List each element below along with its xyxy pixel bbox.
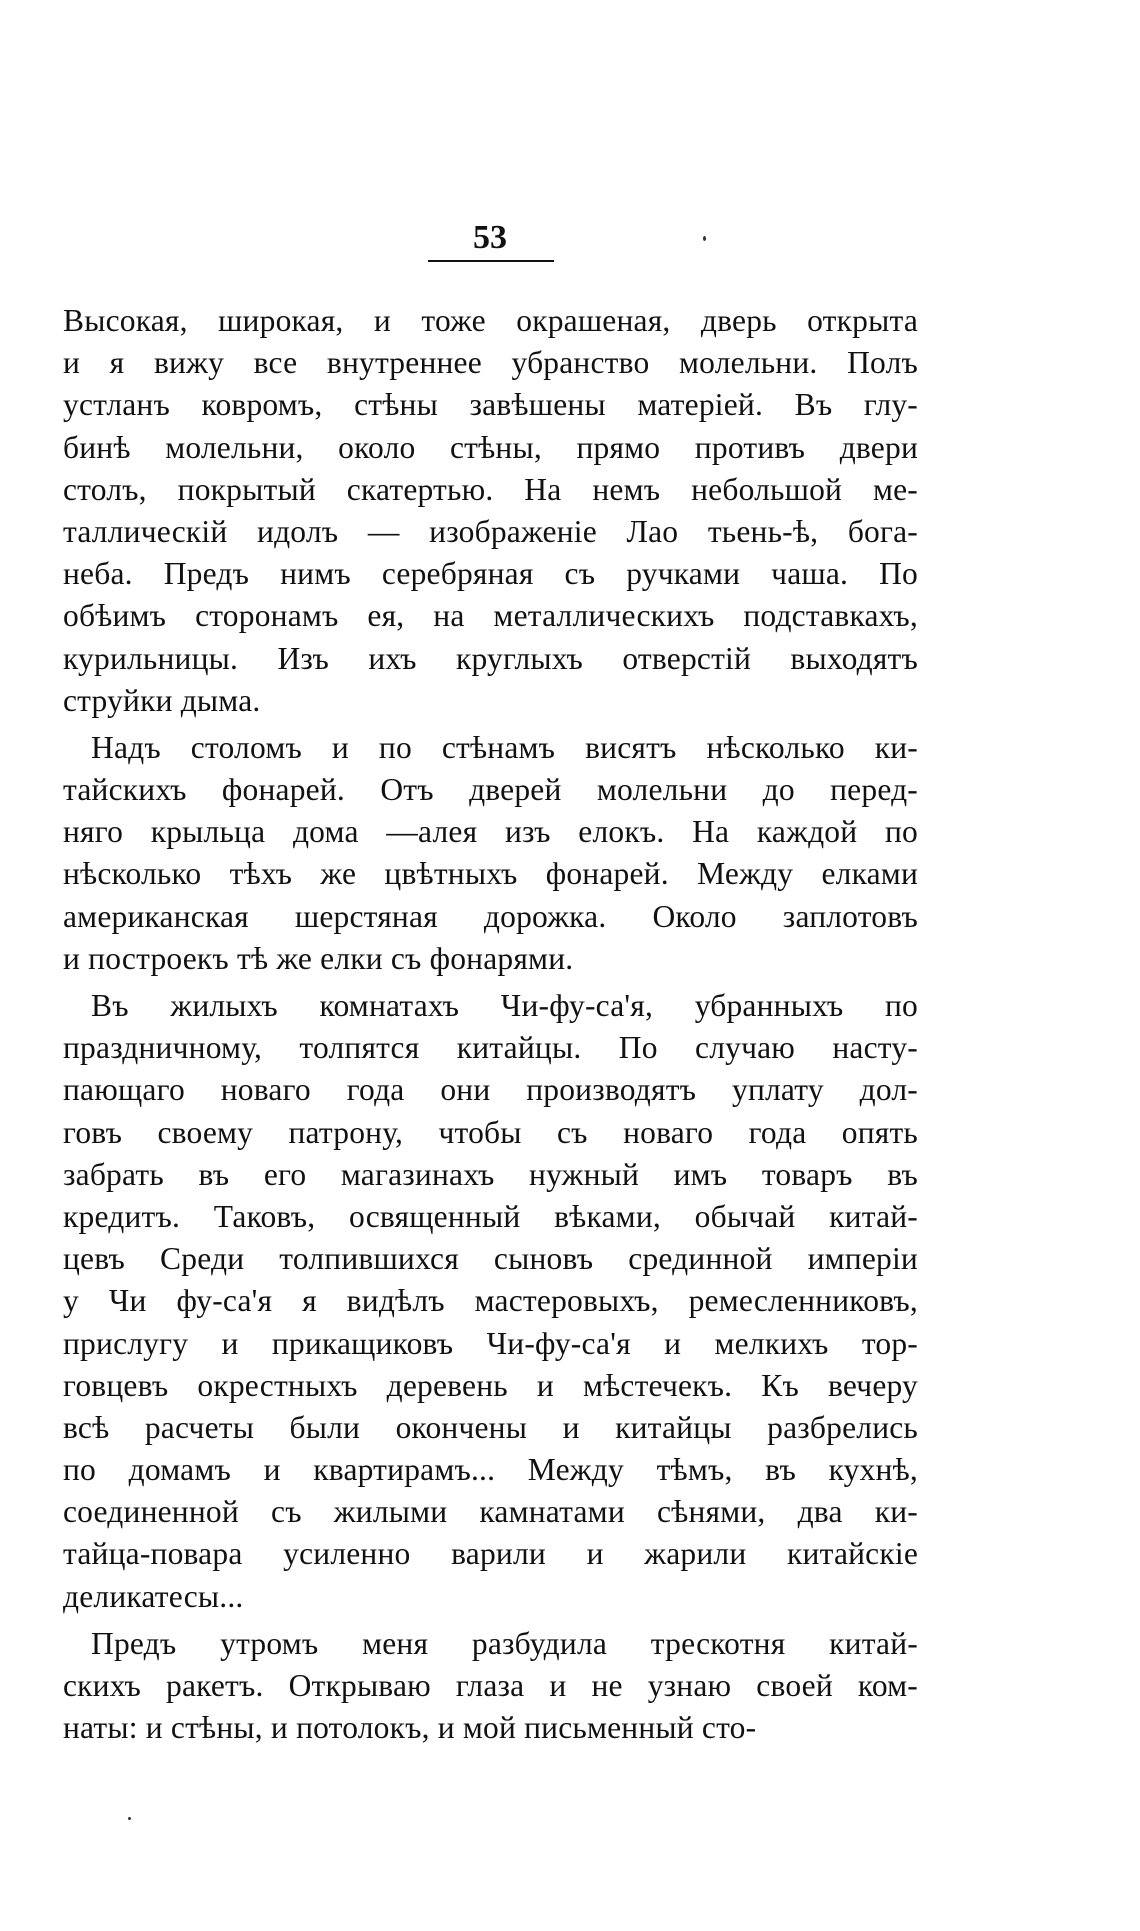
text-line: праздничному, толпятся китайцы. По случаю насту- bbox=[63, 1030, 918, 1066]
text-line: деликатесы... bbox=[63, 1578, 244, 1614]
body-text bbox=[63, 300, 918, 1749]
text-line: и построекъ тѣ же елки съ фонарями. bbox=[63, 940, 574, 976]
text-line: тайскихъ фонарей. Отъ дверей молельни до перед- bbox=[63, 772, 918, 808]
paragraph bbox=[63, 985, 918, 1618]
text-line: наты: и стѣны, и потолокъ, и мой письменный сто- bbox=[63, 1710, 757, 1746]
text-line: и я вижу все внутреннее убранство молельни. Полъ bbox=[63, 345, 918, 381]
text-line: Предъ утромъ меня разбудила трескотня китай- bbox=[91, 1625, 918, 1661]
text-line: пающаго новаго года они производятъ уплату дол- bbox=[63, 1072, 918, 1108]
text-line: тайца-повара усиленно варили и жарили китайскіе bbox=[63, 1536, 918, 1572]
paragraph bbox=[63, 300, 918, 722]
text-line: скихъ ракетъ. Открываю глаза и не узнаю своей ком- bbox=[63, 1668, 918, 1703]
text-line: струйки дыма. bbox=[63, 682, 261, 718]
text-line: у Чи фу-са'я я видѣлъ мастеровыхъ, ремесленниковъ, bbox=[63, 1283, 918, 1319]
text-line: всѣ расчеты были окончены и китайцы разбрелись bbox=[63, 1409, 918, 1445]
text-line: прислугу и прикащиковъ Чи-фу-са'я и мелкихъ тор- bbox=[63, 1325, 918, 1361]
text-line: таллическій идолъ — изображеніе Лао тьень-ѣ, бога- bbox=[63, 513, 918, 549]
text-line: кредитъ. Таковъ, освященный вѣками, обычай китай- bbox=[63, 1198, 918, 1234]
text-line: бинѣ молельни, около стѣны, прямо противъ двери bbox=[63, 429, 918, 465]
text-line: обѣимъ сторонамъ ея, на металлическихъ подставкахъ, bbox=[63, 598, 918, 634]
text-line: курильницы. Изъ ихъ круглыхъ отверстій выходятъ bbox=[63, 640, 918, 676]
text-line: няго крыльца дома —алея изъ елокъ. На каждой по bbox=[63, 814, 918, 850]
text-line: говцевъ окрестныхъ деревень и мѣстечекъ. Къ вечеру bbox=[63, 1367, 918, 1403]
text-line: по домамъ и квартирамъ... Между тѣмъ, въ кухнѣ, bbox=[63, 1452, 918, 1488]
page-number: 53 bbox=[473, 219, 507, 256]
page-number-rule bbox=[428, 260, 554, 262]
paragraph bbox=[63, 1623, 918, 1750]
text-line: цевъ Среди толпившихся сыновъ срединной имперіи bbox=[63, 1241, 918, 1277]
print-speck bbox=[128, 1817, 131, 1820]
text-line: забрать въ его магазинахъ нужный имъ товаръ въ bbox=[63, 1156, 918, 1192]
text-line: говъ своему патрону, чтобы съ новаго года опять bbox=[63, 1114, 918, 1150]
text-line: устланъ ковромъ, стѣны завѣшены матеріей. Въ глу- bbox=[63, 387, 918, 423]
text-line: столъ, покрытый скатертью. На немъ небольшой ме- bbox=[63, 471, 918, 507]
paragraph bbox=[63, 727, 918, 980]
print-speck bbox=[703, 236, 706, 241]
text-line: американская шерстяная дорожка. Около заплотовъ bbox=[63, 898, 918, 934]
text-line: нѣсколько тѣхъ же цвѣтныхъ фонарей. Между елками bbox=[63, 856, 918, 892]
text-line: неба. Предъ нимъ серебряная съ ручками чаша. По bbox=[63, 556, 918, 592]
text-line: Высокая, широкая, и тоже окрашеная, дверь открыта bbox=[63, 303, 918, 338]
text-line: Надъ столомъ и по стѣнамъ висятъ нѣсколько ки- bbox=[91, 729, 918, 765]
text-line: Въ жилыхъ комнатахъ Чи-фу-са'я, убранныхъ по bbox=[91, 988, 918, 1023]
text-line: соединенной съ жилыми камнатами сѣнями, два ки- bbox=[63, 1494, 918, 1530]
